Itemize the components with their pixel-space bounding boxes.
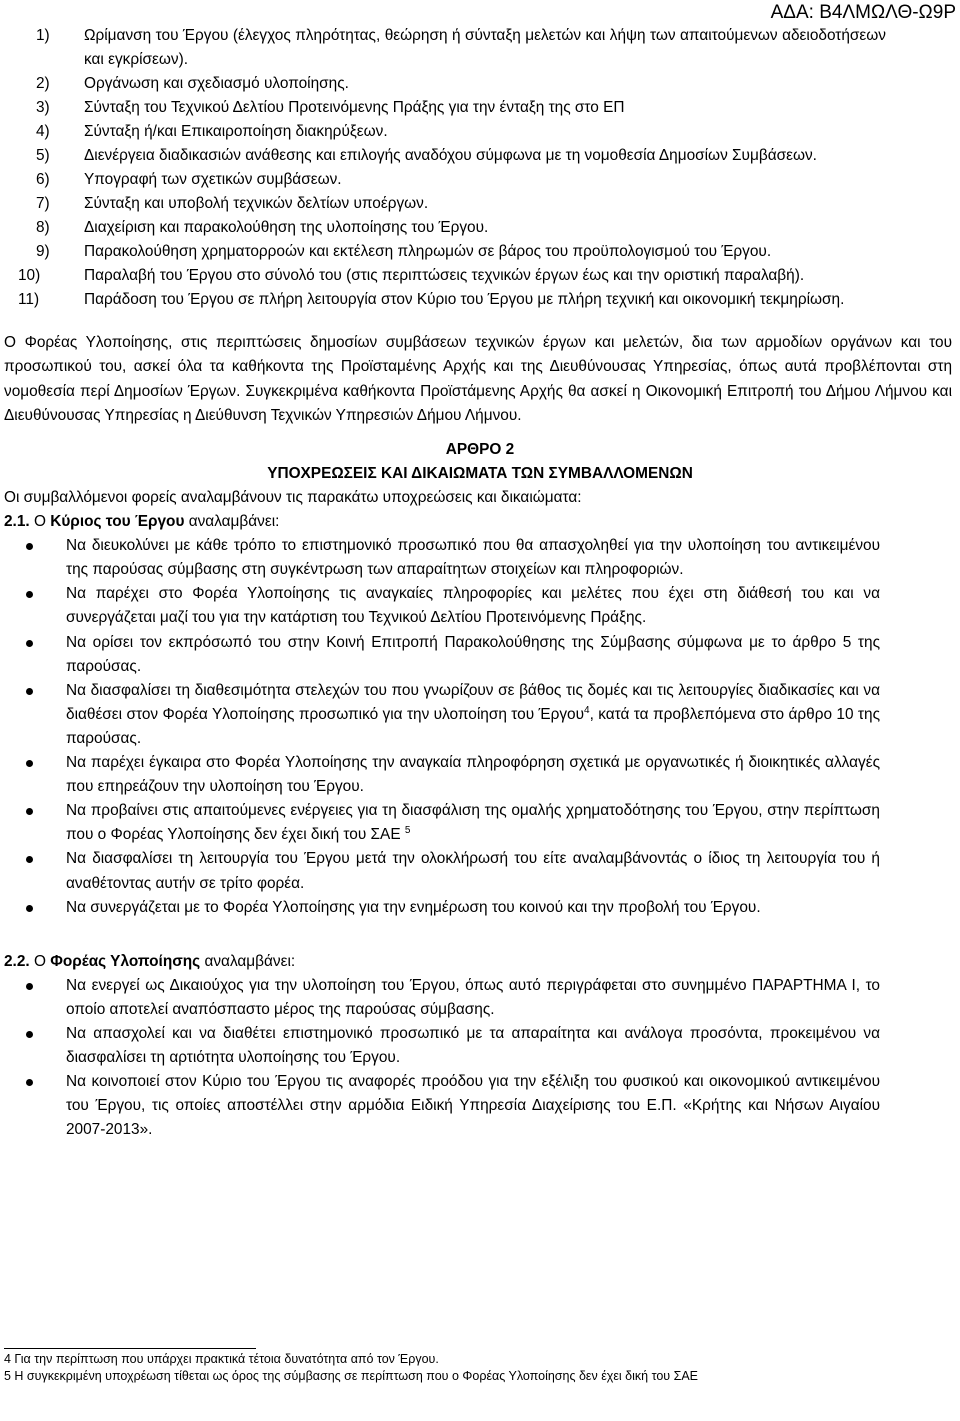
owner-obligations-list (4, 534, 956, 920)
bullet-icon (26, 856, 33, 863)
bullet-icon (26, 591, 33, 598)
footnote-4: 4 Για την περίπτωση που υπάρχει πρακτικά τέτοια δυνατότητα από τον Έργου. (4, 1352, 439, 1366)
article-title: ΑΡΘΡΟ 2 (445, 441, 515, 459)
list-item: 2) Οργάνωση και σχεδιασμό υλοποίησης. (36, 75, 349, 92)
list-item: 5) Διενέργεια διαδικασιών ανάθεσης και επιλογής αναδόχου σύμφωνα με τη νομοθεσία Δημοσίων Συμβάσεων. (36, 147, 817, 164)
list-item: 9) Παρακολούθηση χρηματορροών και εκτέλεση πληρωμών σε βάρος του προϋπολογισμού του Έργου. (36, 243, 772, 260)
section-heading-owner: 2.1. Ο Κύριος του Έργου αναλαμβάνει: (4, 513, 280, 531)
list-item: Να διασφαλίσει τη λειτουργία του Έργου μετά την ολοκλήρωσή του είτε αναλαμβάνοντάς ο ίδιος τη λειτουργία του ή αναθέτοντας αυτήν σε τρίτο φορέα. (4, 847, 956, 895)
document-page (4, 0, 956, 1142)
list-item: Να απασχολεί και να διαθέτει επιστημονικό προσωπικό με τα απαραίτητα και ανάλογα προσόντα, προκειμένου να διασφαλίσει τη αρτιότητα υλοποίησης του Έργου. (4, 1022, 956, 1070)
list-item: Να ορίσει τον εκπρόσωπό του στην Κοινή Επιτροπή Παρακολούθησης της Σύμβασης σύμφωνα με το άρθρο 5 της παρούσας. (4, 631, 956, 679)
list-item: Να κοινοποιεί στον Κύριο του Έργου τις αναφορές προόδου για την εξέλιξη του φυσικού και οικονομικού αντικειμένου του Έργου, τις οποίες αποστέλλει στην αρμόδια Ειδική Υπηρεσία Διαχείρισης του Ε.Π. «Κρήτης και Νήσων Αιγαίου 2007-2013». (4, 1070, 956, 1142)
bullet-icon (26, 983, 33, 990)
list-item: 10) Παραλαβή του Έργου στο σύνολό του (στις περιπτώσεις τεχνικών έργων έως και την οριστική παραλαβή). (18, 267, 805, 284)
footnote-ref: 4 (584, 704, 590, 716)
bullet-icon (26, 1031, 33, 1038)
document-id: ΑΔΑ: Β4ΛΜΩΛΘ-Ω9Ρ (770, 2, 956, 23)
list-item: Να προβαίνει στις απαιτούμενες ενέργειες για τη διασφάλιση της ομαλής χρηματοδότησης του Έργου, στην περίπτωση που ο Φορέας Υλοποίησης δεν έχει δική του ΣΑΕ $^5$ (4, 799, 956, 847)
list-item: Να διευκολύνει με κάθε τρόπο το επιστημονικό προσωπικό που θα απασχοληθεί για την υλοποίηση του αντικειμένου της παρούσας σύμβασης στη συγκέντρωση των απαραίτητων στοιχείων και πληροφοριών. (4, 534, 956, 582)
bullet-icon (26, 905, 33, 912)
bullet-icon (26, 760, 33, 767)
article-subtitle: ΥΠΟΧΡΕΩΣΕΙΣ ΚΑΙ ΔΙΚΑΙΩΜΑΤΑ ΤΩΝ ΣΥΜΒΑΛΛΟΜΕΝΩΝ (267, 465, 693, 483)
list-item: 8) Διαχείριση και παρακολούθηση της υλοποίησης του Έργου. (36, 219, 489, 236)
section-heading-implementer: 2.2. Ο Φορέας Υλοποίησης αναλαμβάνει: (4, 952, 296, 970)
bullet-icon (26, 640, 33, 647)
list-item: 6) Υπογραφή των σχετικών συμβάσεων. (36, 171, 342, 188)
footnote-ref: 5 (404, 825, 411, 837)
list-item: Να διασφαλίσει τη διαθεσιμότητα στελεχών του που γνωρίζουν σε βάθος τις δομές και τις λειτουργίες διαδικασίες και να διαθέσει στον Φορέα Υλοποίησης προσωπικό για την υλοποίηση του Έργου$^4$, κατά τα προβλεπόμενα στο άρθρο 10 της παρούσας. (4, 679, 956, 751)
footnotes (4, 1348, 956, 1385)
implementer-obligations-list (4, 974, 956, 1143)
list-item: 1) Ωρίμανση του Έργου (έλεγχος πληρότητας, θεώρηση ή σύνταξη μελετών και λήψη των απαιτούμενων αδειοδοτήσεων και εγκρίσεων). (36, 27, 886, 68)
article-intro: Οι συμβαλλόμενοι φορείς αναλαμβάνουν τις παρακάτω υποχρεώσεις και δικαιώματα: (4, 489, 582, 507)
bullet-icon (26, 1079, 33, 1086)
footnote-5: 5 Η συγκεκριμένη υποχρέωση τίθεται ως όρος της σύμβασης σε περίπτωση που ο Φορέας Υλοποίησης δεν έχει δική του ΣΑΕ (4, 1369, 699, 1383)
list-item: Να συνεργάζεται με το Φορέα Υλοποίησης για την ενημέρωση του κοινού και την προβολή του Έργου. (4, 896, 956, 920)
list-item: Να παρέχει στο Φορέα Υλοποίησης τις αναγκαίες πληροφορίες και μελέτες που έχει στη διάθεσή του και να συνεργάζεται μαζί του για την κατάρτιση του Τεχνικού Δελτίου Προτεινόμενης Πράξης. (4, 582, 956, 630)
list-item: Να ενεργεί ως Δικαιούχος για την υλοποίηση του Έργου, όπως αυτό περιγράφεται στο συνημμένο ΠΑΡΑΡΤΗΜΑ Ι, το οποίο αποτελεί αναπόσπαστο μέρος της παρούσας σύμβασης. (4, 974, 956, 1022)
list-item: 7) Σύνταξη και υποβολή τεχνικών δελτίων υποέργων. (36, 195, 429, 212)
footnote-divider (4, 1348, 256, 1349)
list-item: 4) Σύνταξη ή/και Επικαιροποίηση διακηρύξεων. (36, 123, 388, 140)
bullet-icon (26, 543, 33, 550)
implementation-body-paragraph: Ο Φορέας Υλοποίησης, στις περιπτώσεις δημοσίων συμβάσεων τεχνικών έργων και μελετών, δια των αρμοδίων οργάνων και του προσωπικού του, ασκεί όλα τα καθήκοντα της Προϊσταμένης Αρχής και της Διευθύνουσας Υπηρεσίας, όπως αυτά προβλέπονται στη νομοθεσία περί Δημοσίων Έργων. Συγκεκριμένα καθήκοντα Προϊστάμενης Αρχής θα ασκεί η Οικονομική Επιτροπή του Δήμου Λήμνου και Διευθύνουσας Υπηρεσίας η Διεύθυνση Τεχνικών Υπηρεσιών Δήμου Λήμνου. (4, 334, 952, 424)
list-item: 11) Παράδοση του Έργου σε πλήρη λειτουργία στον Κύριο του Έργου με πλήρη τεχνική και οικονομική τεκμηρίωση. (18, 291, 845, 308)
tasks-list (4, 24, 956, 312)
list-item: Να παρέχει έγκαιρα στο Φορέα Υλοποίησης την αναγκαία πληροφόρηση σχετικά με οργανωτικές ή διοικητικές αλλαγές που επηρεάζουν την υλοποίηση του Έργου. (4, 751, 956, 799)
list-item: 3) Σύνταξη του Τεχνικού Δελτίου Προτεινόμενης Πράξης για την ένταξη της στο ΕΠ (36, 99, 625, 116)
bullet-icon (26, 808, 33, 815)
bullet-icon (26, 688, 33, 695)
